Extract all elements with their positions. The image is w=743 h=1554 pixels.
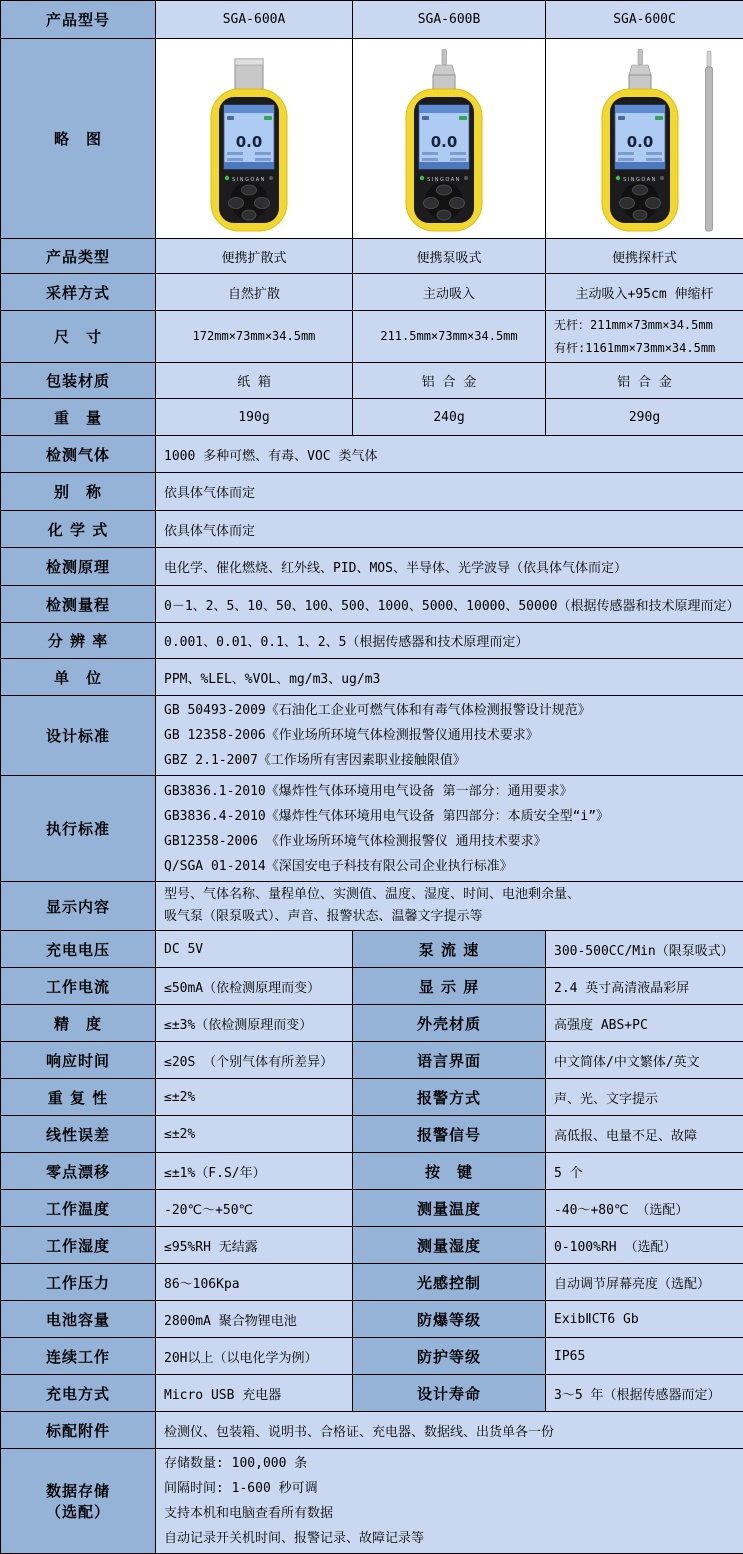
row-units — [1, 659, 743, 696]
device-body — [211, 89, 287, 231]
label-shell-material: 外壳材质 — [353, 1005, 546, 1042]
model-name-c: SGA-600C — [546, 1, 743, 39]
value-cell: Micro USB 充电器 — [156, 1375, 353, 1412]
device-body — [602, 89, 678, 231]
label-measure-humidity: 测量湿度 — [353, 1227, 546, 1264]
sketch-cell-a — [156, 39, 353, 239]
label-working-current: 工作电流 — [1, 968, 156, 1005]
telescopic-rod — [705, 51, 712, 231]
display-line: 吸气泵（限泵吸式）、声音、报警状态、温馨文字提示等 — [164, 906, 735, 928]
value-cell: ≤95%RH 无结露 — [156, 1227, 353, 1264]
row-response-time-language — [1, 1042, 743, 1079]
label-working-pressure: 工作压力 — [1, 1264, 156, 1301]
value-cell: 290g — [546, 399, 743, 436]
row-chemical-formula — [1, 511, 743, 548]
label-detected-gas: 检测气体 — [1, 436, 156, 473]
value-cell — [546, 311, 743, 363]
standard-line: GB 50493-2009《石油化工企业可燃气体和有毒气体检测报警设计规范》 — [164, 698, 735, 723]
display-line: 型号、气体名称、量程单位、实测值、温度、湿度、时间、电池剩余量、 — [164, 884, 735, 906]
row-alias — [1, 473, 743, 511]
label-weight: 重 量 — [1, 399, 156, 436]
row-charging-method-design-life — [1, 1375, 743, 1412]
value-cell: 240g — [353, 399, 546, 436]
value-cell: 铝 合 金 — [546, 363, 743, 399]
sensor-cap — [235, 59, 263, 89]
value-cell: ≤±3%（依检测原理而变） — [156, 1005, 353, 1042]
label-light-sense-control: 光感控制 — [353, 1264, 546, 1301]
label-linearity-error: 线性误差 — [1, 1116, 156, 1153]
standard-line: GB3836.1-2010《爆炸性气体环境用电气设备 第一部分：通用要求》 — [164, 779, 735, 804]
row-working-temp-measure-temp — [1, 1190, 743, 1227]
row-detected-gas — [1, 436, 743, 473]
value-cell: 172mm×73mm×34.5mm — [156, 311, 353, 363]
value-cell: ≤50mA（依检测原理而变） — [156, 968, 353, 1005]
value-cell — [156, 1449, 743, 1554]
value-cell: IP65 — [546, 1338, 743, 1375]
device-image-sga-600c — [560, 49, 730, 235]
value-cell: 20H以上（以电化学为例） — [156, 1338, 353, 1375]
label-repeatability: 重 复 性 — [1, 1079, 156, 1116]
row-precision-shell — [1, 1005, 743, 1042]
value-cell: 电化学、催化燃烧、红外线、PID、MOS、半导体、光学波导（依具体气体而定） — [156, 548, 743, 586]
label-working-humidity: 工作湿度 — [1, 1227, 156, 1264]
sketch-cell-c — [546, 39, 743, 239]
label-packaging: 包装材质 — [1, 363, 156, 399]
value-cell: 2800mA 聚合物锂电池 — [156, 1301, 353, 1338]
label-continuous-work: 连续工作 — [1, 1338, 156, 1375]
label-data-storage — [1, 1449, 156, 1554]
value-cell: ≤±1%（F.S/年） — [156, 1153, 353, 1190]
value-cell: 0.001、0.01、0.1、1、2、5（根据传感器和技术原理而定） — [156, 623, 743, 659]
value-cell: 检测仪、包装箱、说明书、合格证、充电器、数据线、出货单各一份 — [156, 1412, 743, 1449]
label-explosion-proof-grade: 防爆等级 — [353, 1301, 546, 1338]
label-design-standards: 设计标准 — [1, 696, 156, 776]
value-cell: 3～5 年（根据传感器而定） — [546, 1375, 743, 1412]
row-resolution — [1, 623, 743, 659]
label-dimensions: 尺 寸 — [1, 311, 156, 363]
label-precision: 精 度 — [1, 1005, 156, 1042]
label-measure-temperature: 测量温度 — [353, 1190, 546, 1227]
device-image-sga-600b — [364, 49, 534, 235]
value-cell: ≤±2% — [156, 1116, 353, 1153]
value-cell: -20℃～+50℃ — [156, 1190, 353, 1227]
row-product-model — [1, 1, 743, 39]
value-cell: 高强度 ABS+PC — [546, 1005, 743, 1042]
row-working-pressure-light-control — [1, 1264, 743, 1301]
label-resolution: 分 辨 率 — [1, 623, 156, 659]
label-execution-standards: 执行标准 — [1, 776, 156, 882]
row-sketch — [1, 39, 743, 239]
label-display-content: 显示内容 — [1, 882, 156, 931]
value-cell: -40～+80℃ （选配） — [546, 1190, 743, 1227]
label-alarm-signal: 报警信号 — [353, 1116, 546, 1153]
label-charge-voltage: 充电电压 — [1, 931, 156, 968]
label-line: 数据存储 — [1, 1480, 155, 1501]
standard-line: GB 12358-2006《作业场所环境气体检测报警仪通用技术要求》 — [164, 723, 735, 748]
value-cell: 自然扩散 — [156, 274, 353, 311]
row-linearity-alarm-signal — [1, 1116, 743, 1153]
storage-line: 支持本机和电脑查看所有数据 — [164, 1501, 735, 1526]
row-standard-accessories — [1, 1412, 743, 1449]
row-battery-explosion-proof — [1, 1301, 743, 1338]
label-product-model: 产品型号 — [1, 1, 156, 39]
value-cell: DC 5V — [156, 931, 353, 968]
label-protection-grade: 防护等级 — [353, 1338, 546, 1375]
row-sampling-method — [1, 274, 743, 311]
row-data-storage — [1, 1449, 743, 1554]
value-cell: 便携探杆式 — [546, 239, 743, 274]
label-sampling-method: 采样方式 — [1, 274, 156, 311]
value-cell: 主动吸入+95cm 伸缩杆 — [546, 274, 743, 311]
row-display-content — [1, 882, 743, 931]
row-design-standards — [1, 696, 743, 776]
value-cell: 2.4 英寸高清液晶彩屏 — [546, 968, 743, 1005]
label-zero-drift: 零点漂移 — [1, 1153, 156, 1190]
sketch-cell-b — [353, 39, 546, 239]
value-cell: 0－1、2、5、10、50、100、500、1000、5000、10000、50000（根据传感器和技术原理而定） — [156, 586, 743, 623]
row-dimensions — [1, 311, 743, 363]
label-product-type: 产品类型 — [1, 239, 156, 274]
value-cell: ExibⅡCT6 Gb — [546, 1301, 743, 1338]
value-cell: 自动调节屏幕亮度（选配） — [546, 1264, 743, 1301]
value-cell: ≤20S （个别气体有所差异） — [156, 1042, 353, 1079]
value-cell: 中文简体/中文繁体/英文 — [546, 1042, 743, 1079]
model-name-a: SGA-600A — [156, 1, 353, 39]
value-cell — [156, 776, 743, 882]
value-cell: 纸 箱 — [156, 363, 353, 399]
pump-probe — [433, 49, 455, 91]
device-body — [406, 89, 482, 231]
standard-line: Q/SGA 01-2014《深国安电子科技有限公司企业执行标准》 — [164, 854, 735, 879]
row-detection-principle — [1, 548, 743, 586]
storage-line: 间隔时间: 1-600 秒可调 — [164, 1476, 735, 1501]
value-cell: 5 个 — [546, 1153, 743, 1190]
label-charging-method: 充电方式 — [1, 1375, 156, 1412]
value-cell: 依具体气体而定 — [156, 511, 743, 548]
label-units: 单 位 — [1, 659, 156, 696]
value-cell: 高低报、电量不足、故障 — [546, 1116, 743, 1153]
value-cell: 1000 多种可燃、有毒、VOC 类气体 — [156, 436, 743, 473]
label-buttons: 按 键 — [353, 1153, 546, 1190]
value-cell: 0-100%RH （选配） — [546, 1227, 743, 1264]
label-line: （选配） — [1, 1501, 155, 1522]
label-alarm-mode: 报警方式 — [353, 1079, 546, 1116]
value-cell: 便携扩散式 — [156, 239, 353, 274]
value-cell: ≤±2% — [156, 1079, 353, 1116]
value-cell — [156, 696, 743, 776]
value-cell: PPM、%LEL、%VOL、mg/m3、ug/m3 — [156, 659, 743, 696]
row-working-current-display — [1, 968, 743, 1005]
row-packaging — [1, 363, 743, 399]
label-working-temperature: 工作温度 — [1, 1190, 156, 1227]
label-chemical-formula: 化 学 式 — [1, 511, 156, 548]
value-cell: 铝 合 金 — [353, 363, 546, 399]
value-cell: 便携泵吸式 — [353, 239, 546, 274]
value-cell: 190g — [156, 399, 353, 436]
label-battery-capacity: 电池容量 — [1, 1301, 156, 1338]
label-detection-range: 检测量程 — [1, 586, 156, 623]
value-cell: 300-500CC/Min（限泵吸式） — [546, 931, 743, 968]
label-display-screen: 显 示 屏 — [353, 968, 546, 1005]
row-charge-voltage-pump-flow — [1, 931, 743, 968]
label-standard-accessories: 标配附件 — [1, 1412, 156, 1449]
standard-line: GB3836.4-2010《爆炸性气体环境用电气设备 第四部分：本质安全型“i”》 — [164, 804, 735, 829]
row-detection-range — [1, 586, 743, 623]
storage-line: 自动记录开关机时间、报警记录、故障记录等 — [164, 1526, 735, 1551]
label-alias: 别 称 — [1, 473, 156, 511]
standard-line: GB12358-2006 《作业场所环境气体检测报警仪 通用技术要求》 — [164, 829, 735, 854]
row-weight — [1, 399, 743, 436]
value-cell — [156, 882, 743, 931]
label-sketch: 略 图 — [1, 39, 156, 239]
value-cell: 声、光、文字提示 — [546, 1079, 743, 1116]
pump-probe — [629, 49, 651, 91]
label-design-life: 设计寿命 — [353, 1375, 546, 1412]
device-image-sga-600a — [169, 49, 339, 235]
row-continuous-work-protection — [1, 1338, 743, 1375]
label-detection-principle: 检测原理 — [1, 548, 156, 586]
value-cell: 依具体气体而定 — [156, 473, 743, 511]
label-language-ui: 语言界面 — [353, 1042, 546, 1079]
value-cell: 86～106Kpa — [156, 1264, 353, 1301]
standard-line: GBZ 2.1-2007《工作场所有害因素职业接触限值》 — [164, 748, 735, 773]
label-response-time: 响应时间 — [1, 1042, 156, 1079]
dimension-line: 无杆：211mm×73mm×34.5mm — [554, 314, 735, 337]
model-name-b: SGA-600B — [353, 1, 546, 39]
row-repeatability-alarm-mode — [1, 1079, 743, 1116]
row-working-humidity-measure-humidity — [1, 1227, 743, 1264]
value-cell: 211.5mm×73mm×34.5mm — [353, 311, 546, 363]
dimension-line: 有杆:1161mm×73mm×34.5mm — [554, 337, 735, 360]
row-product-type — [1, 239, 743, 274]
row-execution-standards — [1, 776, 743, 882]
row-zero-drift-buttons — [1, 1153, 743, 1190]
value-cell: 主动吸入 — [353, 274, 546, 311]
storage-line: 存储数量: 100,000 条 — [164, 1451, 735, 1476]
label-pump-flow: 泵 流 速 — [353, 931, 546, 968]
